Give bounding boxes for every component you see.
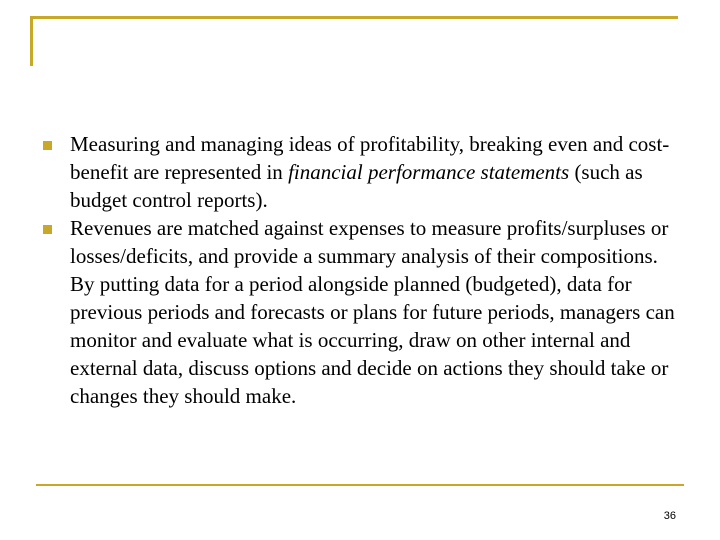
page-number: 36: [663, 510, 676, 522]
frame-bottom-rule: [36, 484, 684, 486]
bullet-list: [40, 130, 680, 410]
bullet-1-segment-2-italic: financial performance statements: [288, 160, 570, 184]
bullet-text-2: [70, 216, 675, 408]
bullet-text-1: [70, 132, 669, 212]
bullet-item-1: [40, 130, 680, 214]
bullet-2-segment-1: Revenues are matched against expenses to measure profits/surpluses or losses/deficits, and provide a summary analysis of their compositions. By putting data for a period alongside planned (budgeted), data for previous periods and forecasts or plans for future periods, managers can monitor and evaluate what is occurring, draw on other internal and external data, discuss options and decide on actions they should take or changes they should make.: [70, 216, 675, 408]
square-bullet-icon: [43, 141, 52, 150]
square-bullet-icon: [43, 225, 52, 234]
bullet-item-2: [40, 214, 680, 410]
bullet-1-segment-3: (such as budget control reports).: [70, 160, 643, 212]
bullet-1-segment-1: Measuring and managing ideas of profitability, breaking even and cost-benefit are represented in: [70, 132, 670, 184]
frame-top-rule: [30, 16, 678, 19]
frame-left-rule: [30, 16, 33, 66]
